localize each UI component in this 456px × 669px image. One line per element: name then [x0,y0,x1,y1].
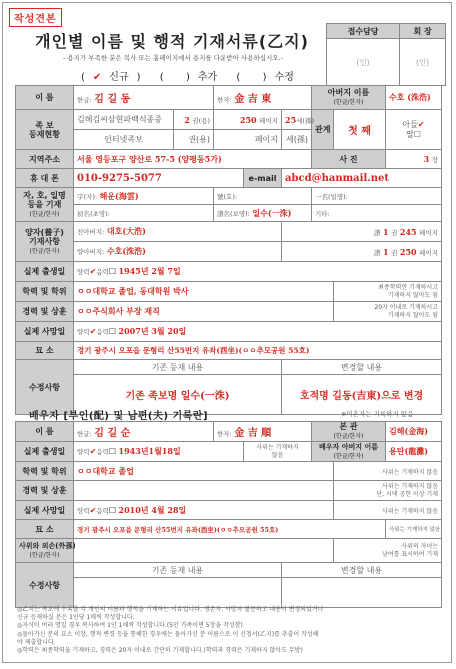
spouse-hanja-value: 金 吉 順 [234,428,272,439]
fix-after-header: 변경할 내용 [282,360,442,375]
fix-before-value: 기존 족보명 일수(一洙) [125,391,230,402]
fix-before-header: 기존 등재 내용 [74,360,282,375]
check-mark-icon: ✔ [417,119,425,129]
spouse-grave-note: 사위는 기재하지 않음 [386,520,442,539]
spouse-hanja-cell[interactable]: 한자: 金 吉 順 [214,422,312,442]
relation-value: 첫 째 [348,126,371,137]
adopt-father-cell[interactable]: 양아버지: 수호(洙浩) [74,242,282,262]
etc-cell[interactable]: 기타: [312,205,442,222]
fix-after-value: 호적명 길동(吉東)으로 변경 [299,391,424,402]
adopt-father-jokbo[interactable]: 譜 1 권 250 페이지 [282,242,442,262]
birth-cell[interactable]: 양력✔음력☐ 1945년 2월 7일 [74,262,442,282]
spouse-fix-after-header: 변경할 내용 [282,563,442,578]
fix-label: 수정사항 [16,360,74,415]
bongwan-value: 김해(金海) [389,426,429,436]
jokbo-volume-1[interactable]: 2 권(용) [174,110,214,130]
spouse-section-title: 배우자 [부인(配) 및 남편(夫) 기록란] [29,411,209,422]
photo-count-cell[interactable]: 3 장 [386,150,442,169]
education-note: 최종학력만 기재하시고 기재하지 않아도 됨 [334,282,442,302]
career-label: 경력 및 상훈 [16,302,74,322]
son-in-law-note: 사위의 자녀는 남여를 표시하여 기재 [334,539,442,563]
spouse-grave-value: 경기 광주시 오포읍 문형리 산55번지 유좌(酉坐)(ㅇㅇ추모공원 55호) [77,525,279,534]
note-line: 신규 등재하실 분은 1인당 1매씩 작성합니다. [17,614,135,622]
adopt-father-value: 수호(洙浩) [106,246,146,256]
jokbo-page-2[interactable]: 페이지 [214,130,282,150]
birth-label: 실제 출생일 [16,262,74,282]
note-line: ◎학력은 최종학력을 기재하고, 경력은 20자 이내로 간단히 기재합니다.(학력과 경력은 기재하지 않아도 무방) [17,647,303,655]
jokbo-page-1[interactable]: 250 페이지 [214,110,282,130]
spouse-birth-label: 실제 출생일 [16,442,74,462]
form-subtitle: - 용지가 부족한 분은 복사 또는 홈페이지에서 용지를 다운받아 사용하십시오.- [62,54,283,62]
birth-value: 1945년 2월 7일 [118,266,181,276]
note-line: ◎乙지는 족보에 수록할 각 개인의 이름과 행적을 기재하는 서류입니다. 생존자, 사망자 불문하고 내용이 변경되었거나 [17,606,324,613]
bio-father-cell[interactable]: 친아버지: 대호(大浩) [74,222,282,242]
spouse-education-label: 학력 및 학위 [16,462,74,481]
spouse-section-note: ※미혼자는 기록하지 않음 [341,410,414,418]
spouse-birth-cell[interactable]: 양력✔음력☐ 1943년1월18일 [74,442,244,462]
name-hangul-value: 김 길 동 [94,94,131,105]
phone-cell[interactable] [74,169,244,188]
spouse-hangul-value: 김 길 순 [94,428,131,439]
approval-box [326,23,446,86]
email-value: abcd@hanmail.net [285,172,389,184]
phone-value: 010-9275-5077 [77,172,162,184]
option-new[interactable]: ( ✔ 신규 ) [81,72,141,83]
spouse-fix-before-cell[interactable] [74,578,282,608]
spouse-death-note: 사위는 기재하지 않음 [334,501,442,520]
grave-value: 경기 광주시 오포읍 문형리 산55번지 유좌(酉坐)(ㅇㅇ추모공원 55호) [77,346,310,355]
note-line: 야 제출합니다. [17,638,56,646]
instruction-notes [17,606,443,655]
father-name-label: 아버지 이름 (한글/한자) [312,86,386,110]
ho-cell[interactable]: 號(호): [214,188,312,205]
chair-seal[interactable]: (인) [400,39,446,86]
phone-label: 휴 대 폰 [16,169,74,188]
ja-value: 해운(海雲) [99,190,139,201]
boname-value: 일수(一洙) [252,207,292,218]
spouse-father-cell[interactable] [386,442,442,462]
note-line: ◎돌아가신 분의 묘소 이장, 행적 변경 등을 통해한 경우에는 돌아가신 분 이름으로 이 신청서(乙지)를 추출이 작성해 [17,630,319,638]
spouse-death-cell[interactable]: 양력✔음력☐ 2010년 4월 28일 [74,501,334,520]
death-label: 실제 사망일 [16,322,74,342]
career-note: 20자 이내로 기재하시고 기재하지 않아도 됨 [334,302,442,322]
spouse-birth-value: 1943년1월18일 [118,446,181,456]
ilmyeong-cell[interactable]: 一名(일명): [312,188,442,205]
name-hanja-value: 金 吉 東 [234,94,272,105]
name-hangul-cell[interactable]: 한글: 김 길 동 [74,86,214,110]
jokbo-generation-1[interactable]: 25세(孫) [282,110,312,130]
spouse-father-value: 용탄(龍灘) [389,446,429,456]
approval-chair-label: 회 장 [400,24,446,39]
son-in-law-cell[interactable] [74,539,334,563]
spouse-death-value: 2010년 4월 28일 [118,504,187,515]
bongwan-label: 본 관 (한글/한자) [312,422,386,442]
spouse-fix-after-cell[interactable] [282,578,442,608]
spouse-grave-cell[interactable] [74,520,386,539]
relation-label: 관계 [312,110,334,150]
option-add[interactable]: ( ) 추가 [159,72,218,83]
region-value: 서울 영등포구 양산로 57-5 (양평동5가) [77,153,222,164]
spouse-education-value: ㅇㅇ대학교 졸업 [77,465,134,476]
check-mark-icon: ✔ [89,447,97,456]
jokbo-label: 족 보 등재현황 [16,110,74,150]
death-cell[interactable]: 양력✔음력☐ 2007년 3월 20일 [74,322,442,342]
region-cell[interactable] [74,150,312,169]
jokbo-generation-2[interactable]: 세(孫) [282,130,312,150]
father-name-cell[interactable] [386,86,442,110]
adoption-label: 양자(養子) 기재사항 (한글/한자) [16,222,74,262]
name-hanja-cell[interactable]: 한자: 金 吉 東 [214,86,312,110]
ja-ho-label: 자, 호, 일명 등을 기재 (한글/한자) [16,188,74,222]
check-mark-icon: ✔ [92,72,102,83]
ja-cell[interactable]: 字(자): 해운(海雲) [74,188,214,205]
spouse-grave-label: 묘 소 [16,520,74,539]
name-label: 이 름 [16,86,74,110]
spouse-education-cell[interactable] [74,462,334,481]
bio-father-value: 대호(大浩) [106,226,146,236]
education-cell[interactable] [74,282,334,302]
spouse-career-cell[interactable] [74,481,334,501]
spouse-fix-label: 수정사항 [16,563,74,608]
form-page [2,2,452,663]
career-cell[interactable] [74,302,334,322]
spouse-death-label: 실제 사망일 [16,501,74,520]
check-mark-icon: ✔ [89,267,97,276]
spouse-career-label: 경력 및 상훈 [16,481,74,501]
email-label: e-mail [244,169,282,188]
note-line: ◎자식이 여러 명일 경우 복사하여 1인 1매씩 작성합니다.(5인 가족이면 5장을 작성함) [17,622,243,630]
option-edit[interactable]: ( ) 수정 [236,72,294,83]
photo-label: 사 진 [312,150,386,169]
child-type-cell[interactable]: 아들✔ 딸☐ [386,110,442,150]
check-mark-icon: ✔ [89,505,97,515]
sample-stamp: 작성견본 [9,8,62,27]
region-label: 지역주소 [16,150,74,169]
spouse-hangul-cell[interactable]: 한글: 김 길 순 [74,422,214,442]
jokbo-volume-2[interactable]: 권(용) [174,130,214,150]
bio-father-jokbo[interactable]: 譜 1 권 245 페이지 [282,222,442,242]
spouse-birth-note: 사위는 기재하지 않음 [244,442,312,462]
career-value: ㅇㅇ주식회사 부장 재직 [77,306,160,316]
jokbo-source-2[interactable]: 인터넷족보 [74,130,174,150]
check-mark-icon: ✔ [89,327,97,336]
person-table [15,85,442,415]
grave-cell[interactable] [74,342,442,360]
education-value: ㅇㅇ대학교 졸업, 동대학원 박사 [77,286,189,296]
spouse-career-note: 사위는 기재하지 않음 단, 시댁 공헌 이상 기재 [334,481,442,501]
spouse-fix-before-header: 기존 등재 내용 [74,563,282,578]
receiver-seal[interactable]: (인) [327,39,400,86]
spouse-table [15,421,442,608]
grave-label: 묘 소 [16,342,74,360]
email-cell[interactable] [282,169,442,188]
form-type-options [81,68,310,83]
approval-receiver-label: 접수담당 [327,24,400,39]
form-title: 개인별 이름 및 행적 기재서류(乙지) [35,32,309,51]
education-label: 학력 및 학위 [16,282,74,302]
death-value: 2007년 3월 20일 [118,326,187,336]
son-in-law-label: 사위와 외손(外孫) (한글/한자) [16,539,74,563]
spouse-education-note: 사위는 기재하지 않음 [334,462,442,481]
choname-cell[interactable]: 初名(초명): [74,205,214,222]
jokbo-source-1[interactable]: 김해김씨삼현파백석종중 [74,110,174,130]
spouse-name-label: 이 름 [16,422,74,442]
bongwan-cell[interactable] [386,422,442,442]
father-name-value: 수호 (洙浩) [389,92,431,102]
relation-cell[interactable] [334,110,386,150]
boname-cell[interactable]: 譜名(보명): 일수(一洙) [214,205,312,222]
spouse-father-label: 배우자 아버지 이름 (한글/한자) [312,442,386,462]
